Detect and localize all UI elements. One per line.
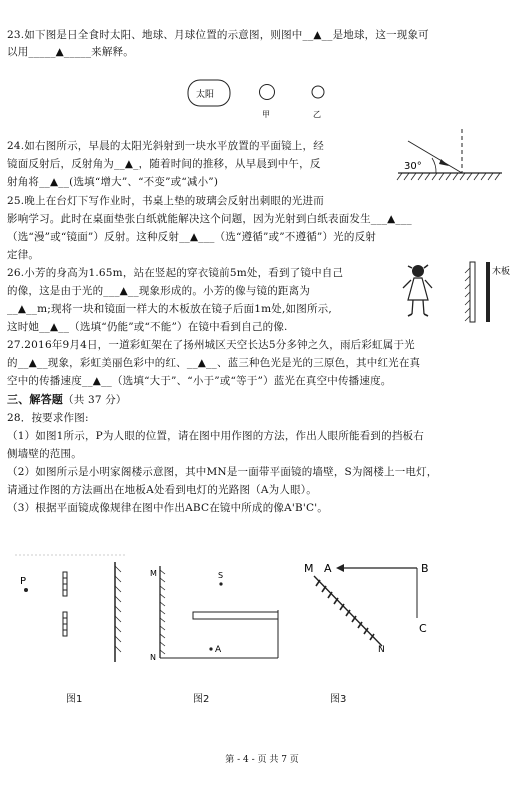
eclipse-figure: [185, 77, 345, 123]
c3-label: C: [419, 622, 427, 635]
q24-line3: 射角将__▲__(选填“增大”、“不变”或“减小”): [7, 176, 219, 188]
q25-line1: 25.晚上在台灯下写作业时，书桌上垫的玻璃会反射出刺眼的光进而: [7, 195, 324, 207]
q25-line3: （选“漫”或“镜面”）反射。这种反射__▲___（选“遵循”或”不遵循”）光的反射: [7, 231, 376, 243]
q25-line2: 影响学习。此时在桌面垫张白纸就能解决这个问题，因为光射到白纸表面发生___▲___: [7, 213, 412, 225]
figure-3-caption: 图3: [330, 694, 347, 705]
figure-1: [10, 552, 130, 672]
board-label: 木板: [492, 267, 511, 277]
a-label: A: [215, 645, 222, 655]
a3-label: A: [324, 562, 332, 575]
figure-1-caption: 图1: [66, 694, 83, 705]
q28-line1: 28．按要求作图:: [7, 412, 89, 424]
figure-2: [148, 560, 288, 670]
section-heading: [7, 393, 127, 407]
q28-line5: 请通过作图的方法画出在地板A处看到电灯的光路图（A为人眼）。: [7, 484, 317, 496]
m-label: M: [150, 569, 157, 578]
q27-line1: 27.2016年9月4日，一道彩虹架在了扬州城区天空长达5分多钟之久，雨后彩虹属于光: [7, 339, 415, 351]
figure-2-caption: 图2: [193, 694, 210, 705]
mirror-angle-figure: [396, 127, 506, 182]
q24-line2: 镜面反射后，反射角为__▲_，随着时间的推移，从早晨到中午，反: [7, 158, 321, 170]
m3-label: M: [304, 562, 314, 575]
p-label: P: [20, 576, 27, 587]
q27-line2: 的__▲__现象，彩虹美丽色彩中的红、__▲__、蓝三种色光是光的三原色，其中红光在真: [7, 357, 421, 369]
girl-mirror-figure: [398, 258, 522, 326]
q26-line2: 的像，这是由于光的___▲__现象形成的。小芳的像与镜的距离为: [7, 285, 311, 297]
figure-3: [300, 556, 440, 666]
n-label: N: [150, 653, 156, 662]
b3-label: B: [421, 562, 429, 575]
q25-line4: 定律。: [7, 249, 40, 261]
q28-line2: （1）如图1所示，P为人眼的位置，请在图中用作图的方法，作出人眼所能看到的挡板右: [7, 430, 424, 442]
angle-label: 30°: [404, 161, 422, 172]
n3-label: N: [378, 645, 385, 655]
section-points: （共 37 分）: [63, 394, 127, 406]
s-label: S: [218, 571, 224, 580]
page-footer: 第 - 4 - 页 共 7 页: [225, 755, 299, 765]
q23-line2: 以用_____▲_____来解释。: [7, 46, 134, 58]
q26-line1: 26.小芳的身高为1.65m，站在竖起的穿衣镜前5m处，看到了镜中自己: [7, 267, 344, 279]
section-title: 三、解答题: [7, 393, 63, 406]
yi-label: 乙: [313, 110, 321, 119]
q28-line3: 侧墙壁的范围。: [7, 448, 82, 460]
sun-label: 太阳: [196, 90, 215, 100]
q23-line1: 23.如下图是日全食时太阳、地球、月球位置的示意图，则图中__▲__是地球，这一现象可: [7, 29, 429, 41]
q26-line3: __▲__m;现将一块和镜面一样大的木板放在镜子后面1m处,如图所示,: [7, 303, 332, 315]
q28-line4: （2）如图所示是小明家阁楼示意图，其中MN是一面带平面镜的墙壁，S为阁楼上一电灯，: [7, 466, 438, 478]
q27-line3: 空中的传播速度__▲__（选填“大于”、“小于”或“等于”）蓝光在真空中传播速度。: [7, 375, 392, 387]
q24-line1: 24.如右图所示，早晨的太阳光斜射到一块水平放置的平面镜上，经: [7, 140, 324, 152]
q26-line4: 这时她__▲__（选填“仍能”或“不能”）在镜中看到自己的像.: [7, 321, 288, 333]
jia-label: 甲: [262, 110, 270, 119]
q28-line6: （3）根据平面镜成像规律在图中作出ABC在镜中所成的像A'B'C'。: [7, 502, 328, 514]
